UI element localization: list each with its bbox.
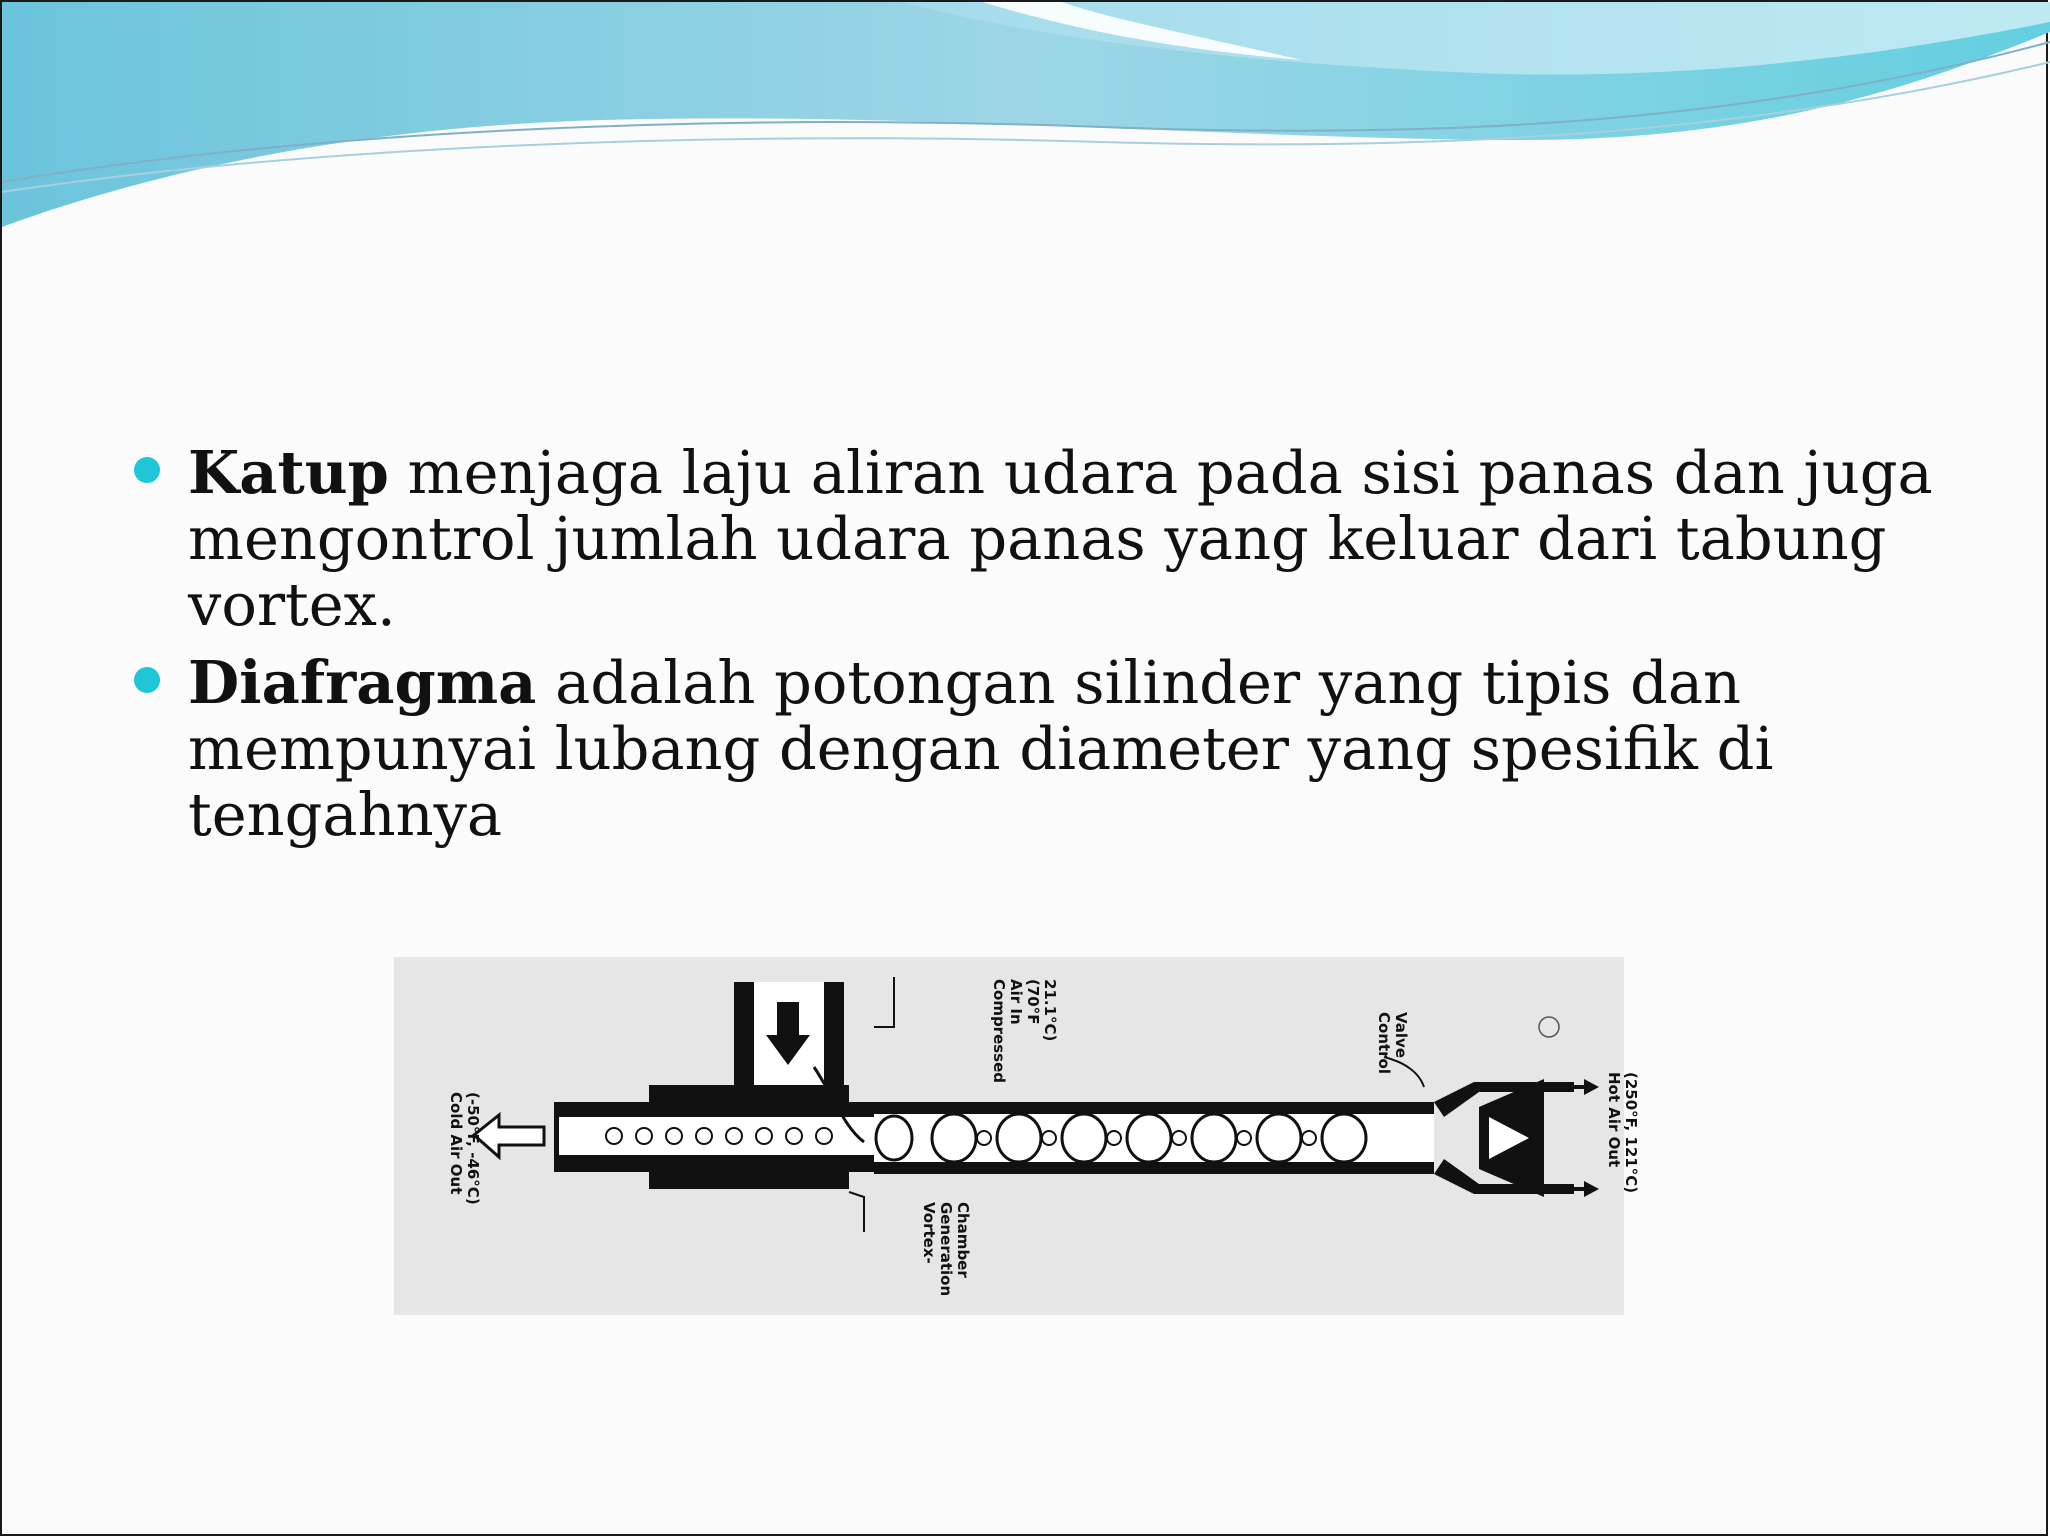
label-vortex-chamber xyxy=(920,1202,972,1296)
label-cold-air xyxy=(447,1092,482,1205)
bullet-list xyxy=(132,440,1952,860)
svg-text:Hot Air Out: Hot Air Out xyxy=(1605,1072,1623,1168)
label-compressed-air xyxy=(990,979,1059,1083)
hot-air-arrow-icon xyxy=(1584,1181,1599,1197)
svg-text:Generation: Generation xyxy=(937,1202,955,1297)
bullet-term: Katup xyxy=(188,438,389,507)
bullet-term: Diafragma xyxy=(188,648,537,717)
cold-air-arrow-icon xyxy=(474,1115,544,1157)
bullet-dot-icon xyxy=(134,667,160,693)
svg-text:Control: Control xyxy=(1375,1012,1393,1075)
bullet-text: menjaga laju aliran udara pada sisi panas dan juga mengontrol jumlah udara panas yang keluar dari tabung vortex. xyxy=(188,438,1933,639)
label-hot-air xyxy=(1605,1072,1640,1193)
hot-air-arrow-icon xyxy=(1584,1079,1599,1095)
svg-text:Air In: Air In xyxy=(1007,979,1025,1025)
bullet-text: adalah potongan silinder yang tipis dan mempunyai lubang dengan diameter yang spesifik di tengahnya xyxy=(188,648,1774,849)
svg-text:(-50°F, -46°C): (-50°F, -46°C) xyxy=(464,1092,482,1205)
svg-text:(70°F: (70°F xyxy=(1024,979,1042,1025)
bullet-katup xyxy=(132,440,1952,638)
bullet-dot-icon xyxy=(134,457,160,483)
svg-text:Chamber: Chamber xyxy=(954,1202,972,1278)
svg-text:Valve: Valve xyxy=(1392,1012,1410,1059)
svg-text:21.1°C): 21.1°C) xyxy=(1041,979,1059,1042)
svg-text:Cold Air Out: Cold Air Out xyxy=(447,1092,465,1195)
vortex-tube-illustration xyxy=(394,957,1640,1315)
vortex-tube-diagram xyxy=(394,957,1640,1315)
header-wave-decoration xyxy=(2,2,2050,242)
svg-text:(250°F, 121°C): (250°F, 121°C) xyxy=(1622,1072,1640,1194)
bullet-diafragma xyxy=(132,650,1952,848)
svg-text:Compressed: Compressed xyxy=(990,979,1008,1084)
svg-text:Vortex-: Vortex- xyxy=(920,1202,938,1264)
